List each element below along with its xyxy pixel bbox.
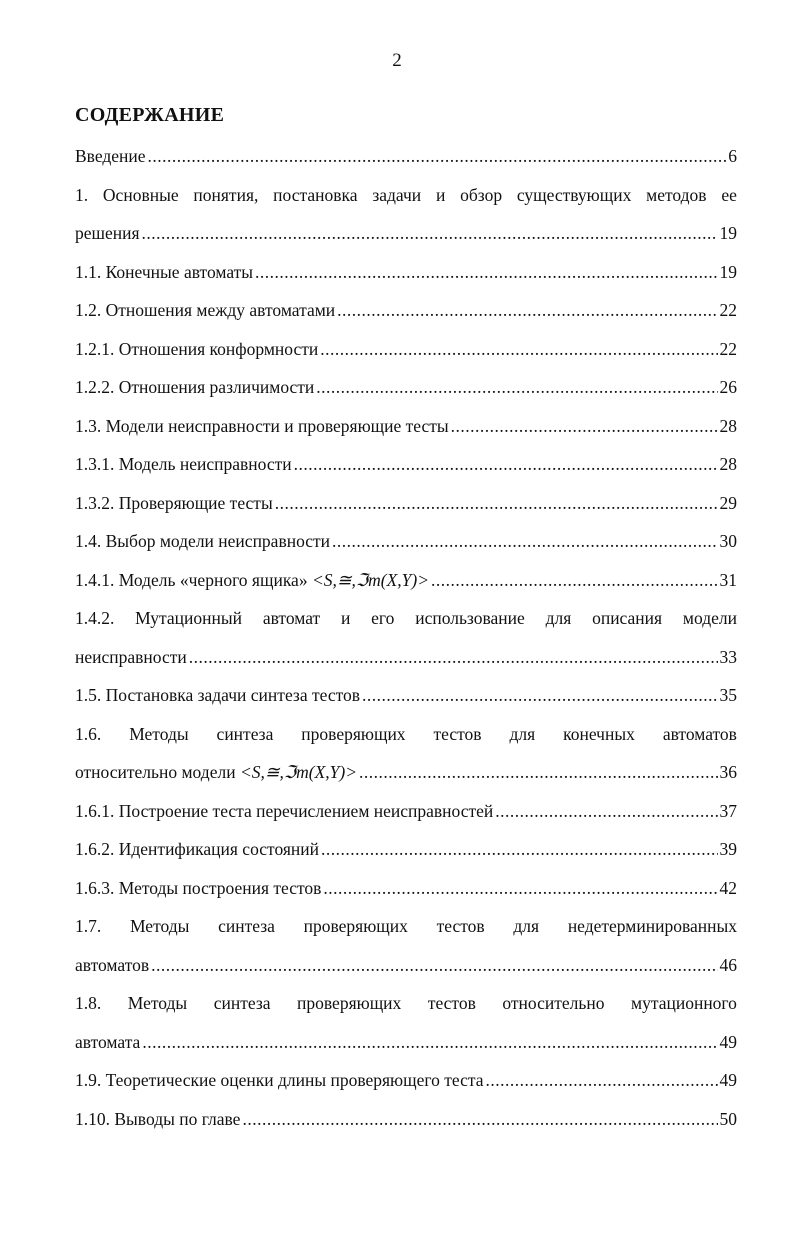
toc-entry-label: относительно модели <S,≅,ℑm(X,Y)> <box>75 762 358 782</box>
toc-entry-page: 19 <box>719 223 737 243</box>
toc-entry-formula: <S,≅,ℑm(X,Y)> <box>239 762 358 782</box>
toc-entry <box>75 529 737 553</box>
toc-leader-dots <box>486 1068 718 1092</box>
toc-leader-dots <box>337 298 717 322</box>
toc-entry-page: 22 <box>719 300 737 320</box>
toc-entry-page: 6 <box>728 146 737 166</box>
toc-entry-label: 1.9. Теоретические оценки длины проверяющего теста <box>75 1070 484 1090</box>
toc-entry-first-line: 1.8. Методы синтеза проверяющих тестов относительно мутационного <box>75 993 737 1013</box>
toc-entry <box>75 1068 737 1092</box>
toc-entry-label: Введение <box>75 146 146 166</box>
toc-entry-first-line: 1.4.2. Мутационный автомат и его использование для описания модели <box>75 608 737 628</box>
toc-entry <box>75 876 737 900</box>
toc-entry <box>75 260 737 284</box>
toc-entry-page: 46 <box>719 954 737 975</box>
toc-entry-label: 1.2.1. Отношения конформности <box>75 338 319 359</box>
toc-leader-dots <box>362 683 717 707</box>
toc-leader-dots <box>323 876 717 900</box>
toc-entry-label: 1.3.1. Модель неисправности <box>75 454 292 474</box>
toc-entry-page: 35 <box>719 685 737 705</box>
toc-entry-page: 50 <box>719 1108 737 1129</box>
toc-title: СОДЕРЖАНИЕ <box>75 104 225 126</box>
toc-leader-dots <box>321 837 717 861</box>
toc-leader-dots <box>316 375 717 399</box>
toc-entry-page: 28 <box>719 454 737 474</box>
toc-entry-page: 26 <box>719 377 737 397</box>
toc-entry-label: автоматов <box>75 954 150 975</box>
toc-leader-dots <box>294 452 718 476</box>
toc-entry-first-line: 1.6. Методы синтеза проверяющих тестов для конечных автоматов <box>75 723 737 744</box>
toc-entry-page: 49 <box>719 1070 737 1090</box>
toc-entry-page: 30 <box>719 531 737 551</box>
toc-entry-label: автомата <box>75 1031 141 1052</box>
toc-leader-dots <box>275 491 718 515</box>
toc-entry-label: 1.4.1. Модель «черного ящика» <S,≅,ℑm(X,Y)> <box>75 569 430 590</box>
toc-entry-label: 1.2.2. Отношения различимости <box>75 377 315 397</box>
toc-entry-page: 22 <box>719 338 737 359</box>
toc-leader-dots <box>451 414 718 438</box>
toc-entry <box>75 645 737 669</box>
toc-entry-label: решения <box>75 223 140 243</box>
toc-leader-dots <box>431 568 717 592</box>
toc-entry <box>75 799 737 823</box>
toc-entry-label: 1.3. Модели неисправности и проверяющие тесты <box>75 415 449 436</box>
toc-entry <box>75 1030 737 1054</box>
toc-entry <box>75 760 737 784</box>
toc-entry-label: неисправности <box>75 646 187 667</box>
toc-entry-page: 42 <box>719 877 737 898</box>
toc-leader-dots <box>255 260 717 284</box>
toc-entry <box>75 1107 737 1131</box>
toc-entry <box>75 414 737 438</box>
toc-entry <box>75 568 737 592</box>
toc-entry <box>75 221 737 245</box>
toc-leader-dots <box>320 337 717 361</box>
toc-leader-dots <box>142 221 718 245</box>
toc-entry <box>75 491 737 515</box>
toc-leader-dots <box>148 144 727 168</box>
toc-entry <box>75 375 737 399</box>
page-number: 2 <box>392 50 402 71</box>
toc-leader-dots <box>495 799 717 823</box>
toc-entry <box>75 452 737 476</box>
toc-entry <box>75 837 737 861</box>
toc-entry-page: 19 <box>719 261 737 282</box>
toc-entry-label: 1.1. Конечные автоматы <box>75 261 254 282</box>
toc-entry <box>75 298 737 322</box>
toc-entry-label: 1.6.2. Идентификация состояний <box>75 839 320 859</box>
toc-entry-label: 1.2. Отношения между автоматами <box>75 300 336 320</box>
toc-leader-dots <box>332 529 717 553</box>
toc-leader-dots <box>359 760 717 784</box>
toc-entry <box>75 953 737 977</box>
toc-entry-formula: <S,≅,ℑm(X,Y)> <box>311 569 430 590</box>
toc-entry-label: 1.3.2. Проверяющие тесты <box>75 492 273 513</box>
toc-entry <box>75 683 737 707</box>
toc-entry-label: 1.5. Постановка задачи синтеза тестов <box>75 685 361 705</box>
toc-entry-label: 1.6.1. Построение теста перечислением неисправностей <box>75 800 494 821</box>
toc-entry <box>75 337 737 361</box>
toc-entry-page: 36 <box>719 762 737 782</box>
toc-entry-label: 1.4. Выбор модели неисправности <box>75 531 331 551</box>
toc-entry-label: 1.10. Выводы по главе <box>75 1108 241 1129</box>
toc-entry-page: 39 <box>719 839 737 859</box>
toc-entry-page: 33 <box>719 646 737 667</box>
toc-leader-dots <box>142 1030 717 1054</box>
toc-leader-dots <box>151 953 717 977</box>
toc-leader-dots <box>242 1107 717 1131</box>
toc-entry-page: 29 <box>719 492 737 513</box>
toc-entry-page: 28 <box>719 415 737 436</box>
toc-entry-first-line: 1.7. Методы синтеза проверяющих тестов для недетерминированных <box>75 916 737 936</box>
toc-entry-page: 31 <box>719 569 737 590</box>
toc-entry-label: 1.6.3. Методы построения тестов <box>75 877 322 898</box>
toc-leader-dots <box>189 645 718 669</box>
toc-entry-first-line: 1. Основные понятия, постановка задачи и обзор существующих методов ее <box>75 184 737 205</box>
toc-entry <box>75 144 737 168</box>
toc-entry-page: 49 <box>719 1031 737 1052</box>
toc-entry-page: 37 <box>719 800 737 821</box>
